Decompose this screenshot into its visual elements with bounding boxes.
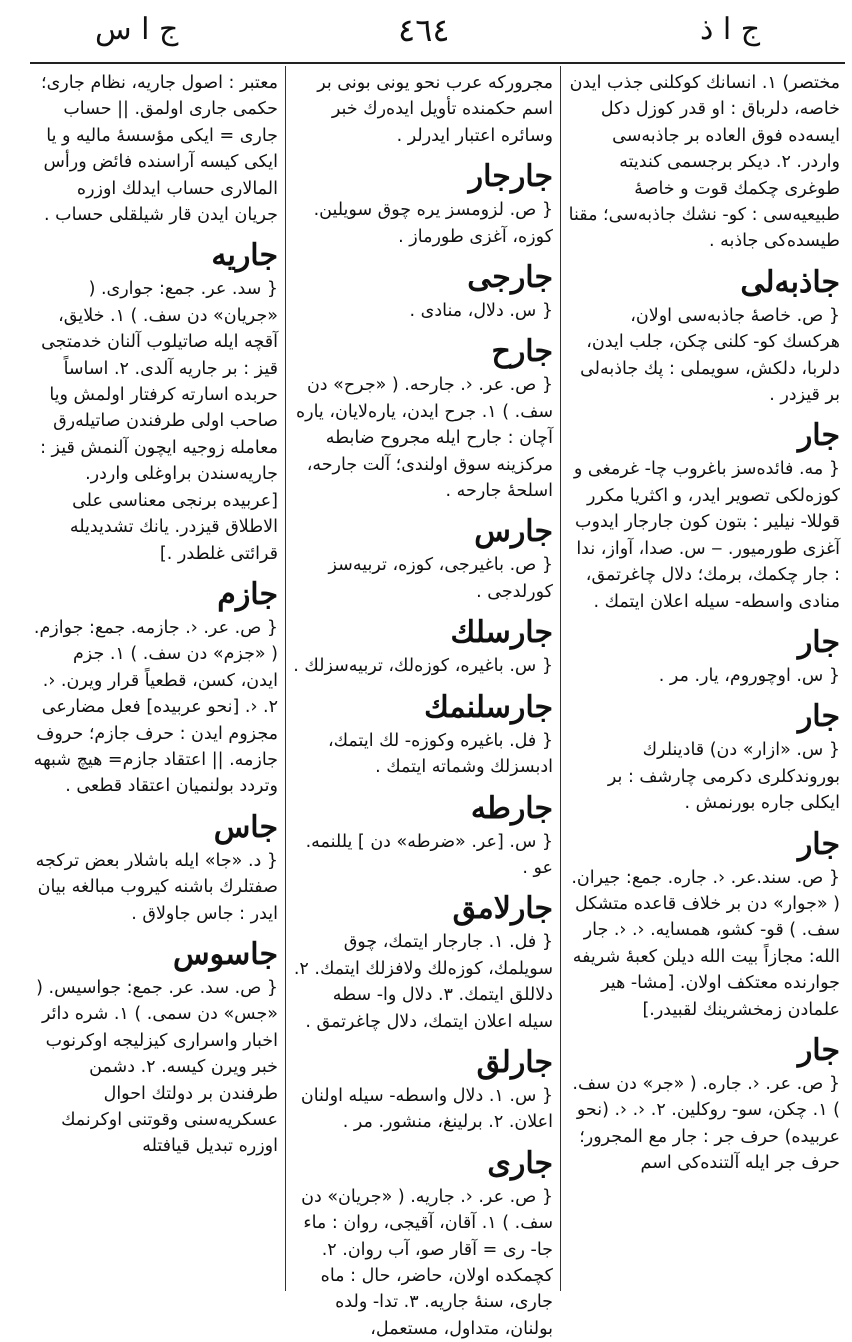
headword: جارح (491, 334, 553, 370)
dictionary-entry (568, 1033, 840, 1177)
dictionary-entry (568, 265, 840, 409)
dictionary-entry (568, 418, 840, 614)
dictionary-entry (565, 826, 840, 1023)
definition: { ص. عر. ‹. جاره. ( «جر» دن سف. ) ۱. چكن، سو- روكلين. ۲. ‹. ‹. (نحو عربيده) حرف جر : جار مع المجرور؛ حرف جر ايله آلتنده‌كى اسم (566, 1073, 840, 1174)
definition: { فل. باغيره وكوزه- لك ايتمك، ادبسزلك وشماته ايتمك . (322, 730, 553, 778)
definition: { ص. لزومسز يره چوق سويلين. كوزه، آغزى طورماز . (308, 200, 553, 247)
right-column (563, 70, 840, 1295)
dictionary-entry (32, 810, 278, 927)
dictionary-entry (293, 791, 553, 882)
dictionary-entry (293, 70, 553, 149)
headword: جار (797, 1032, 840, 1068)
headword: جارس (474, 514, 553, 550)
dictionary-entry (32, 937, 278, 1160)
definition: { ص. سد. عر. جمع: جواسيس. ( «جس» دن سمى. ) ۱. شره دائر اخبار واسرارى كيزليجه اوكرنوب خبر ويرن كيسه. ۲. دشمن طرفندن بر دولتك احوال عسكريه‌سنى وقوتنى اوكرنمك اوزره تبديل قيافتله (30, 977, 278, 1157)
headword: جار (797, 699, 840, 735)
definition: { فل. ۱. جارجار ايتمك، چوق سويلمك، كوزه‌لك ولافزلك ايتمك. ۲. دلاللق ايتمك. ۳. دلال وا- سطه سيله اعلان ايتمك، دلال چاغرتمق . (288, 932, 553, 1032)
headword: جار (797, 826, 840, 862)
dictionary-entry (568, 625, 840, 689)
definition: مجروركه عرب نحو يونى بونى بر اسم حكمنده تأويل ايده‌رك خبر وسائره اعتبار ايدرلر . (311, 73, 553, 146)
headword: جارجار (468, 159, 553, 195)
page-header (0, 0, 852, 60)
dictionary-entry (288, 891, 553, 1035)
dictionary-entry (293, 1045, 553, 1136)
definition: { س. «ازار» دن) قادينلرك بوروندكلرى دكرمى چارشف : بر ايكلى جاره بورنمش . (602, 740, 840, 814)
definition: { س. دلال، منادى . (409, 301, 553, 322)
definition: { ص. باغيرجى، كوزه، تربيه‌سز كورلدجى . (322, 555, 553, 602)
definition: { س. باغيره، كوزه‌لك، تربيه‌سزلك . (293, 656, 553, 677)
dictionary-entry (293, 159, 553, 250)
definition: { د. «جا» ايله باشلار بعض تركجه صفتلرك باشنه كيروب مبالغه بيان ايدر : جاس جاولاق . (30, 850, 278, 924)
headword: جارسلنمك (424, 689, 553, 725)
headword: جارجى (467, 260, 553, 296)
headword: جارسلك (450, 615, 553, 651)
definition: { س. [عر. «ضرطه» دن ] يللنمه. عو . (299, 831, 553, 878)
dictionary-entry (293, 1146, 553, 1342)
headword: جار (797, 418, 840, 454)
middle-column (288, 70, 553, 1339)
dictionary-entry (32, 70, 278, 228)
dictionary-entry (293, 260, 553, 324)
dictionary-entry (32, 238, 278, 566)
definition: { ص. خاصهٔ جاذبه‌سى اولان، هركسك كو- كلنى چكن، جلب ايدن، دلربا، دلكش، سويملى : پك جاذبه‌لى بر قيزدر . (574, 305, 840, 406)
headword: جازم (217, 576, 278, 612)
headword: جارلق (476, 1044, 553, 1080)
definition: { ص. سند.عر. ‹. جاره. جمع: جيران. ( «جوار» دن بر خلاف قاعده متشكل سف. ) قو- كشو، همسايه. ‹. ‹. جار الله: مجازاً بيت الله ديلن كعبهٔ شريفه جوارنده معتكف اولان. [مشا- هير علمادن زمخشرينك لقبيدر.] (565, 867, 840, 1020)
definition: { س. ۱. دلال واسطه- سيله اولنان اعلان. ۲. برلينغ، منشور. مر . (295, 1085, 553, 1133)
headword: جاذبه‌لى (740, 264, 840, 300)
dictionary-entry (28, 576, 278, 800)
dictionary-entry (563, 70, 840, 255)
dictionary-entry (293, 615, 553, 679)
dictionary-entry (293, 690, 553, 781)
definition: { ص. عر. ‹. جارحه. ( «جرح» دن سف. ) ۱. جرح ايدن، ياره‌لايان، ياره آچان : جارح ايله مجروح ضابطه مركزينه سوق اولندى؛ آلت جارحه، اسلحهٔ جارحه . (290, 375, 553, 502)
definition: { مه. فائده‌سز باغروب چا- غرمغى و كوزه‌لكى تصوير ايدر، و اكثريا مكرر قوللا- نيلير : بتون كون جارجار ايدوب آغزى طورميور. ‒ س. صدا، آواز، ندا : جار چكمك، برمك؛ دلال چاغرتمق، منادى واسطه- سيله اعلان ايتمك . (568, 459, 840, 612)
headword: جاسوس (173, 936, 278, 972)
page-number: ٤٦٤ (398, 11, 450, 49)
headword: جارطه (470, 790, 553, 826)
definition: { ص. عر. ‹. جازمه. جمع: جوازم. ( «جزم» دن سف. ) ۱. جزم ايدن، كسن، قطعياً قرار ويرن. ‹. ۲. ‹. [نحو عربيده] فعل مضارعى مجزوم ايدن : حرف جازم؛ حروف جازمه. || اعتقاد جازم= هيچ شبهه وتردد بولنميان اعتقاد قطعى . (28, 617, 278, 797)
header-left-guide: ج ا س (95, 12, 179, 47)
headword: جارلامق (452, 891, 553, 927)
left-column (28, 70, 278, 1295)
dictionary-entry (293, 514, 553, 605)
column-divider-left (285, 66, 286, 1291)
definition: { ص. عر. ‹. جاريه. ( «جريان» دن سف. ) ۱. آقان، آقيجى، روان : ماء جا- رى = آقار صو، آب روان. ۲. كچمكده اولان، حاضر، حال : ماه جارى، سنهٔ جاريه. ۳. تدا- ولده بولنان، متداول، مستعمل، (295, 1186, 553, 1339)
column-divider-right (560, 66, 561, 1291)
definition: معتبر : اصول جاريه، نظام جارى؛ حكمى جارى اولمق. || حساب جارى = ايكى مؤسسهٔ ماليه و يا ايكى كيسه آراسنده فائض ورأس المالارى حساب ايدلك اوزره جريان ايدن قار شيلقلى حساب . (35, 73, 278, 226)
headword: جاس (213, 809, 278, 845)
definition: { سد. عر. جمع: جوارى. ( «جريان» دن سف. ) ۱. خلايق، آقچه ايله صاتيلوب آلنان خدمتجى قيز : بر جاريه آلدى. ۲. اساساً حربده اسارته كرفتار اولمش ويا صاحب اولى طرفندن صاتيله‌رق معامله زوجيه ايچون آلنمش قيز : جاريه‌سندن براوغلى واردر. [عربيده برنجى معناسى على الاطلاق قيزدر. يانك تشديديله قرائتى غلطدر .] (34, 279, 278, 564)
headword: جاريه (211, 238, 278, 274)
headword: جار (797, 624, 840, 660)
definition: مختصر) ۱. انسانك كوكلنى جذب ايدن خاصه، دلرباق : او قدر كوزل دكل ايسه‌ده فوق العاده بر جاذبه‌سى واردر. ۲. ديكر برجسمى كنديته طوغرى چكمك قوت و خاصهٔ طبيعيه‌سى : كو- نشك جاذبه‌سى؛ مقنا طيسده‌كى جاذبه . (563, 73, 840, 252)
definition: { س. اوچوروم، يار. مر . (658, 665, 840, 686)
header-rule (30, 62, 845, 64)
dictionary-entry (568, 699, 840, 816)
headword: جارى (487, 1145, 553, 1181)
dictionary-entry (290, 334, 553, 504)
header-right-guide: ج ا ذ (700, 12, 761, 47)
